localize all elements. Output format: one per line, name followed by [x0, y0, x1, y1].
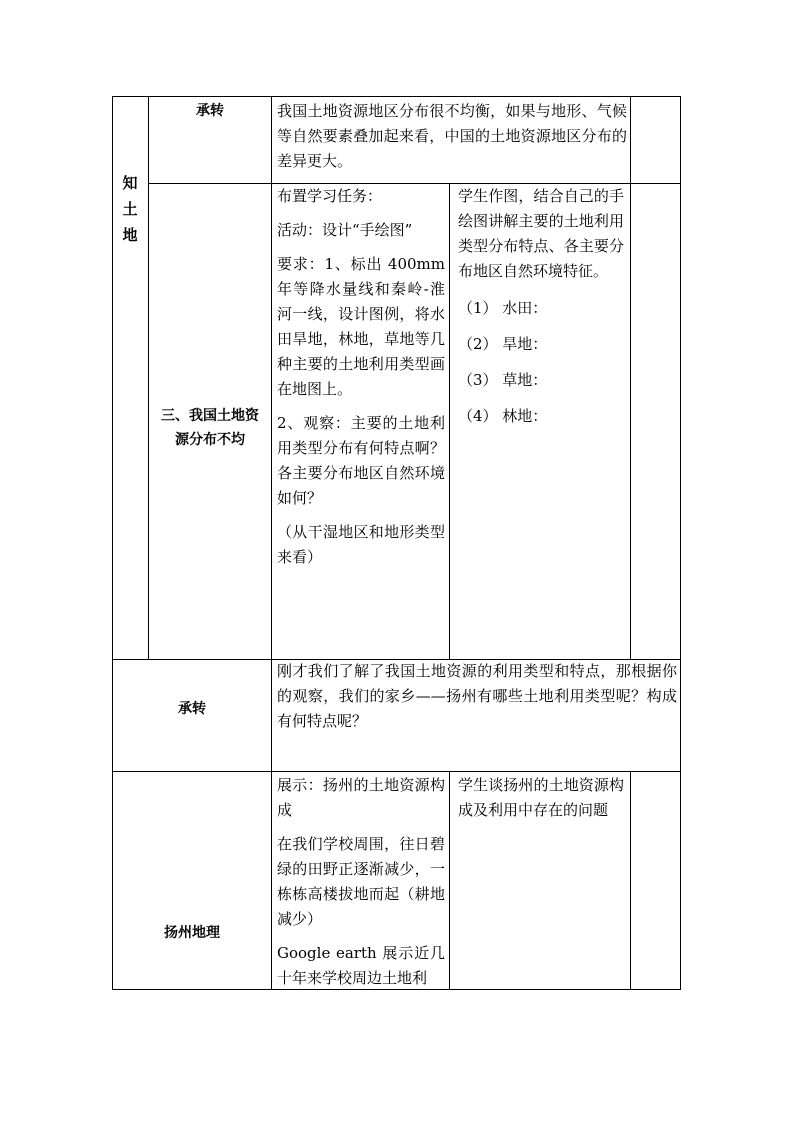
row2-student-activity [458, 184, 624, 438]
section-label-char: 知 [122, 174, 138, 192]
row1-content: 我国土地资源地区分布很不均衡，如果与地形、气候等自然要素叠加起来看，中国的土地资源地区分布的差异更大。 [277, 102, 627, 170]
teacher-line: （从干湿地区和地形类型来看） [277, 523, 445, 566]
section-label-char: 土 [122, 200, 138, 218]
student-line: （3） 草地： [458, 371, 548, 389]
row3-label: 承转 [178, 701, 206, 717]
row2-label-text: 三、我国土地资源分布不均 [161, 408, 259, 448]
teacher-line: 活动：设计“手绘图” [277, 221, 413, 239]
section-label-vertical [120, 170, 140, 248]
row4-teacher-activity [277, 773, 445, 1000]
row2-label [155, 404, 265, 452]
teacher-line: 2、观察：主要的土地利用类型分布有何特点啊？各主要分布地区自然环境如何？ [277, 414, 445, 507]
row4-label: 扬州地理 [164, 925, 220, 941]
teacher-line: 要求：1、标出 400mm 年等降水量线和秦岭-淮河一线，设计图例，将水田旱地，林地，草地等几种主要的土地利用类型画在地图上。 [277, 255, 445, 398]
row2-teacher-activity [277, 184, 445, 579]
student-line: （2） 旱地： [458, 335, 548, 353]
section-label-char: 地 [122, 226, 138, 244]
teacher-line: Google earth 展示近几十年来学校周边土地利 [277, 944, 445, 987]
teacher-line: 布置学习任务： [277, 187, 383, 205]
teacher-line: 展示：扬州的土地资源构成 [277, 776, 445, 819]
row4-student-activity [458, 773, 624, 832]
teacher-line: 在我们学校周围，往日碧绿的田野正逐渐减少，一栋栋高楼拔地而起（耕地减少） [277, 835, 445, 928]
student-line: 学生谈扬州的土地资源构成及利用中存在的问题 [458, 776, 624, 819]
row1-label: 承转 [196, 103, 224, 119]
student-line: （1） 水田： [458, 299, 548, 317]
student-line: 学生作图，结合自己的手绘图讲解主要的土地利用类型分布特点、各主要分布地区自然环境特征。 [458, 187, 624, 280]
student-line: （4） 林地： [458, 407, 548, 425]
row3-content: 刚才我们了解了我国土地资源的利用类型和特点，那根据你的观察，我们的家乡——扬州有哪些土地利用类型呢？构成有何特点呢？ [277, 662, 677, 730]
